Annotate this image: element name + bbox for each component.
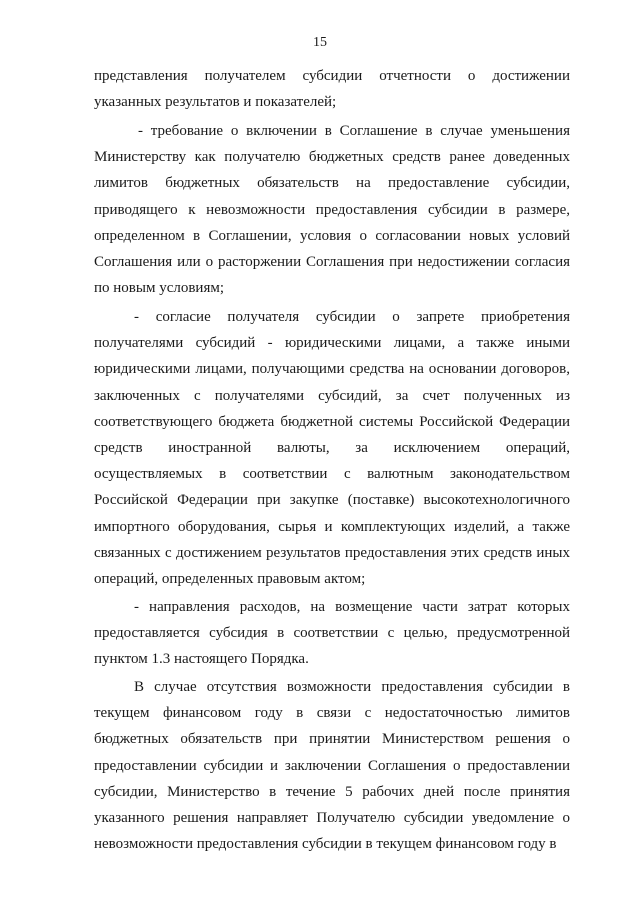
text-block-continuation — [94, 63, 570, 115]
paragraph-no-possibility: В случае отсутствия возможности предоставления субсидии в текущем финансовом году в связи с недостаточностью лимитов бюджетных обязательств при принятии Министерством решения о предоставлении субсидии и заключении Соглашения о предоставлении субсидии, Министерство в течение 5 рабочих дней после принятия указанного решения направляет Получателю субсидии уведомление о невозможности предоставления субсидии в текущем финансовом году в — [94, 679, 570, 853]
text-block-consent — [94, 304, 570, 592]
text-block-expenses — [94, 594, 570, 673]
paragraph-consent: - согласие получателя субсидии о запрете приобретения получателями субсидий - юридическими лицами, а также иными юридическими лицами, получающими средства на основании договоров, заключенных с получателями субсидий, за счет полученных из соответствующего бюджета бюджетной системы Российской Федерации средств иностранной валюты, за исключением операций, осуществляемых в соответствии с валютным законодательством Российской Федерации при закупке (поставке) высокотехнологичного импортного оборудования, сырья и комплектующих изделий, а также связанных с достижением результатов предоставления этих средств иных операций, определенных правовым актом; — [94, 309, 570, 588]
text-block-requirement — [94, 118, 570, 301]
text-block-no-possibility — [94, 674, 570, 857]
paragraph-expenses: - направления расходов, на возмещение части затрат которых предоставляется субсидия в соответствии с целью, предусмотренной пунктом 1.3 настоящего Порядка. — [94, 599, 570, 668]
paragraph-continuation: представления получателем субсидии отчетности о достижении указанных результатов и показателей; — [94, 68, 570, 111]
page-number: 15 — [313, 35, 327, 50]
paragraph-requirement: - требование о включении в Соглашение в случае уменьшения Министерству как получателю бюджетных средств ранее доведенных лимитов бюджетных обязательств на предоставление субсидии, приводящего к невозможности предоставления субсидии в размере, определенном в Соглашении, условия о согласовании новых условий Соглашения или о расторжении Соглашения при недостижении согласия по новым условиям; — [94, 123, 570, 297]
